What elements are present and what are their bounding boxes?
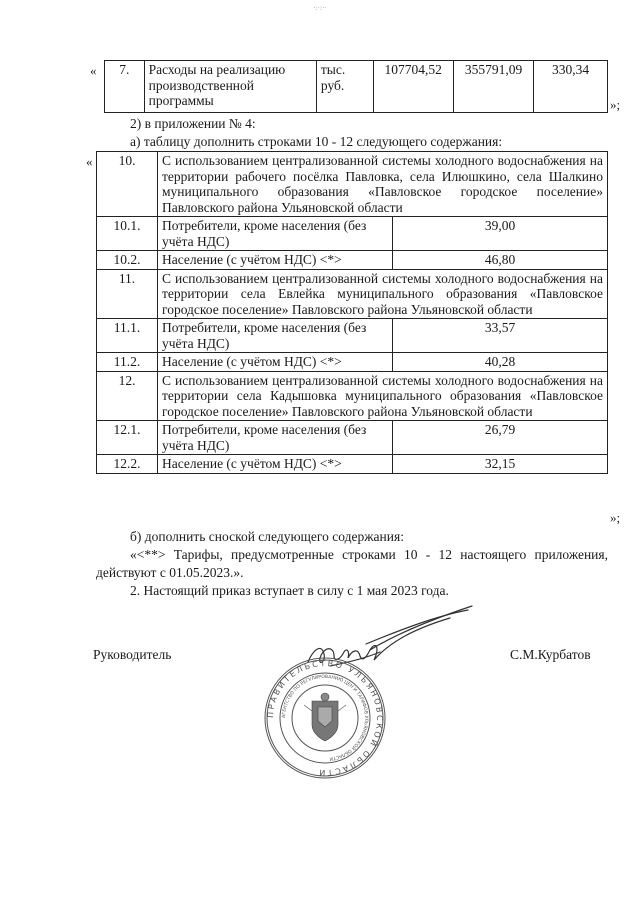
row-value-3: 330,34 [534,61,608,113]
quote-open-2: « [86,154,93,169]
row-number: 7. [105,61,145,113]
signature-role: Руководитель [93,647,172,662]
row-value: 33,57 [393,319,608,353]
row-description: Население (с учётом НДС) <*> [158,353,393,372]
tariff-table [96,151,608,474]
seal-inner-text: АГЕНТСТВО ПО РЕГУЛИРОВАНИЮ ЦЕН И ТАРИФОВ УЛЬЯНОВСКОЙ ОБЛАСТИ [281,674,369,761]
row-unit: тыс. руб. [316,61,373,113]
expenses-table [104,60,608,113]
row-number: 11.1. [97,319,158,353]
row-value-2: 355791,09 [453,61,533,113]
row-description: Потребители, кроме населения (без учёта НДС) [158,319,393,353]
table-row [97,371,608,421]
item-2a-heading: а) таблицу дополнить строками 10 - 12 следующего содержания: [130,134,503,149]
row-number: 10. [97,152,158,217]
table-row [97,455,608,474]
row-value: 32,15 [393,455,608,474]
item-2-heading: 2) в приложении № 4: [130,116,256,131]
row-number: 12.1. [97,421,158,455]
table-row [97,319,608,353]
official-seal [262,655,388,781]
row-number: 11. [97,269,158,319]
row-description: Потребители, кроме населения (без учёта НДС) [158,421,393,455]
row-value: 26,79 [393,421,608,455]
row-value: 46,80 [393,251,608,270]
row-description: С использованием централизованной системы холодного водоснабжения на территории села Кадышовка муниципального образования «Павловское городское поселение» Павловского района Ульяновской области [158,371,608,421]
signer-name: С.М.Курбатов [510,647,591,662]
page-mark: ·:·:·· [313,4,327,12]
row-number: 12.2. [97,455,158,474]
coat-of-arms-icon [304,693,346,741]
table-row [97,152,608,217]
footnote-paragraph: «<**> Тарифы, предусмотренные строками 10 - 12 настоящего приложения, действуют с 01.05.2023.». [96,547,608,580]
row-description: С использованием централизованной системы холодного водоснабжения на территории рабочего посёлка Павловка, села Илюшкино, села Шалкино муниципального образования «Павловское городское поселение» Павловского района Ульяновской области [158,152,608,217]
row-value: 40,28 [393,353,608,372]
final-clause: 2. Настоящий приказ вступает в силу с 1 мая 2023 года. [130,583,449,598]
table-row [105,61,608,113]
row-description: С использованием централизованной системы холодного водоснабжения на территории села Евлейка муниципального образования «Павловское городское поселение» Павловского района Ульяновской области [158,269,608,319]
quote-open-1: « [90,63,97,78]
table-row [97,217,608,251]
row-number: 12. [97,371,158,421]
row-description: Население (с учётом НДС) <*> [158,455,393,474]
seal-outer-text: ПРАВИТЕЛЬСТВО УЛЬЯНОВСКОЙ ОБЛАСТИ [265,658,385,778]
row-description: Население (с учётом НДС) <*> [158,251,393,270]
table-row [97,421,608,455]
table-row [97,353,608,372]
row-number: 10.1. [97,217,158,251]
row-value-1: 107704,52 [373,61,453,113]
table-row [97,251,608,270]
item-2b-heading: б) дополнить сноской следующего содержания: [130,529,404,544]
row-number: 11.2. [97,353,158,372]
row-description: Потребители, кроме населения (без учёта НДС) [158,217,393,251]
table-row [97,269,608,319]
row-value: 39,00 [393,217,608,251]
row-name: Расходы на реализацию производственной программы [144,61,316,113]
quote-close-1: »; [610,97,621,112]
row-number: 10.2. [97,251,158,270]
quote-close-2: »; [610,510,621,525]
